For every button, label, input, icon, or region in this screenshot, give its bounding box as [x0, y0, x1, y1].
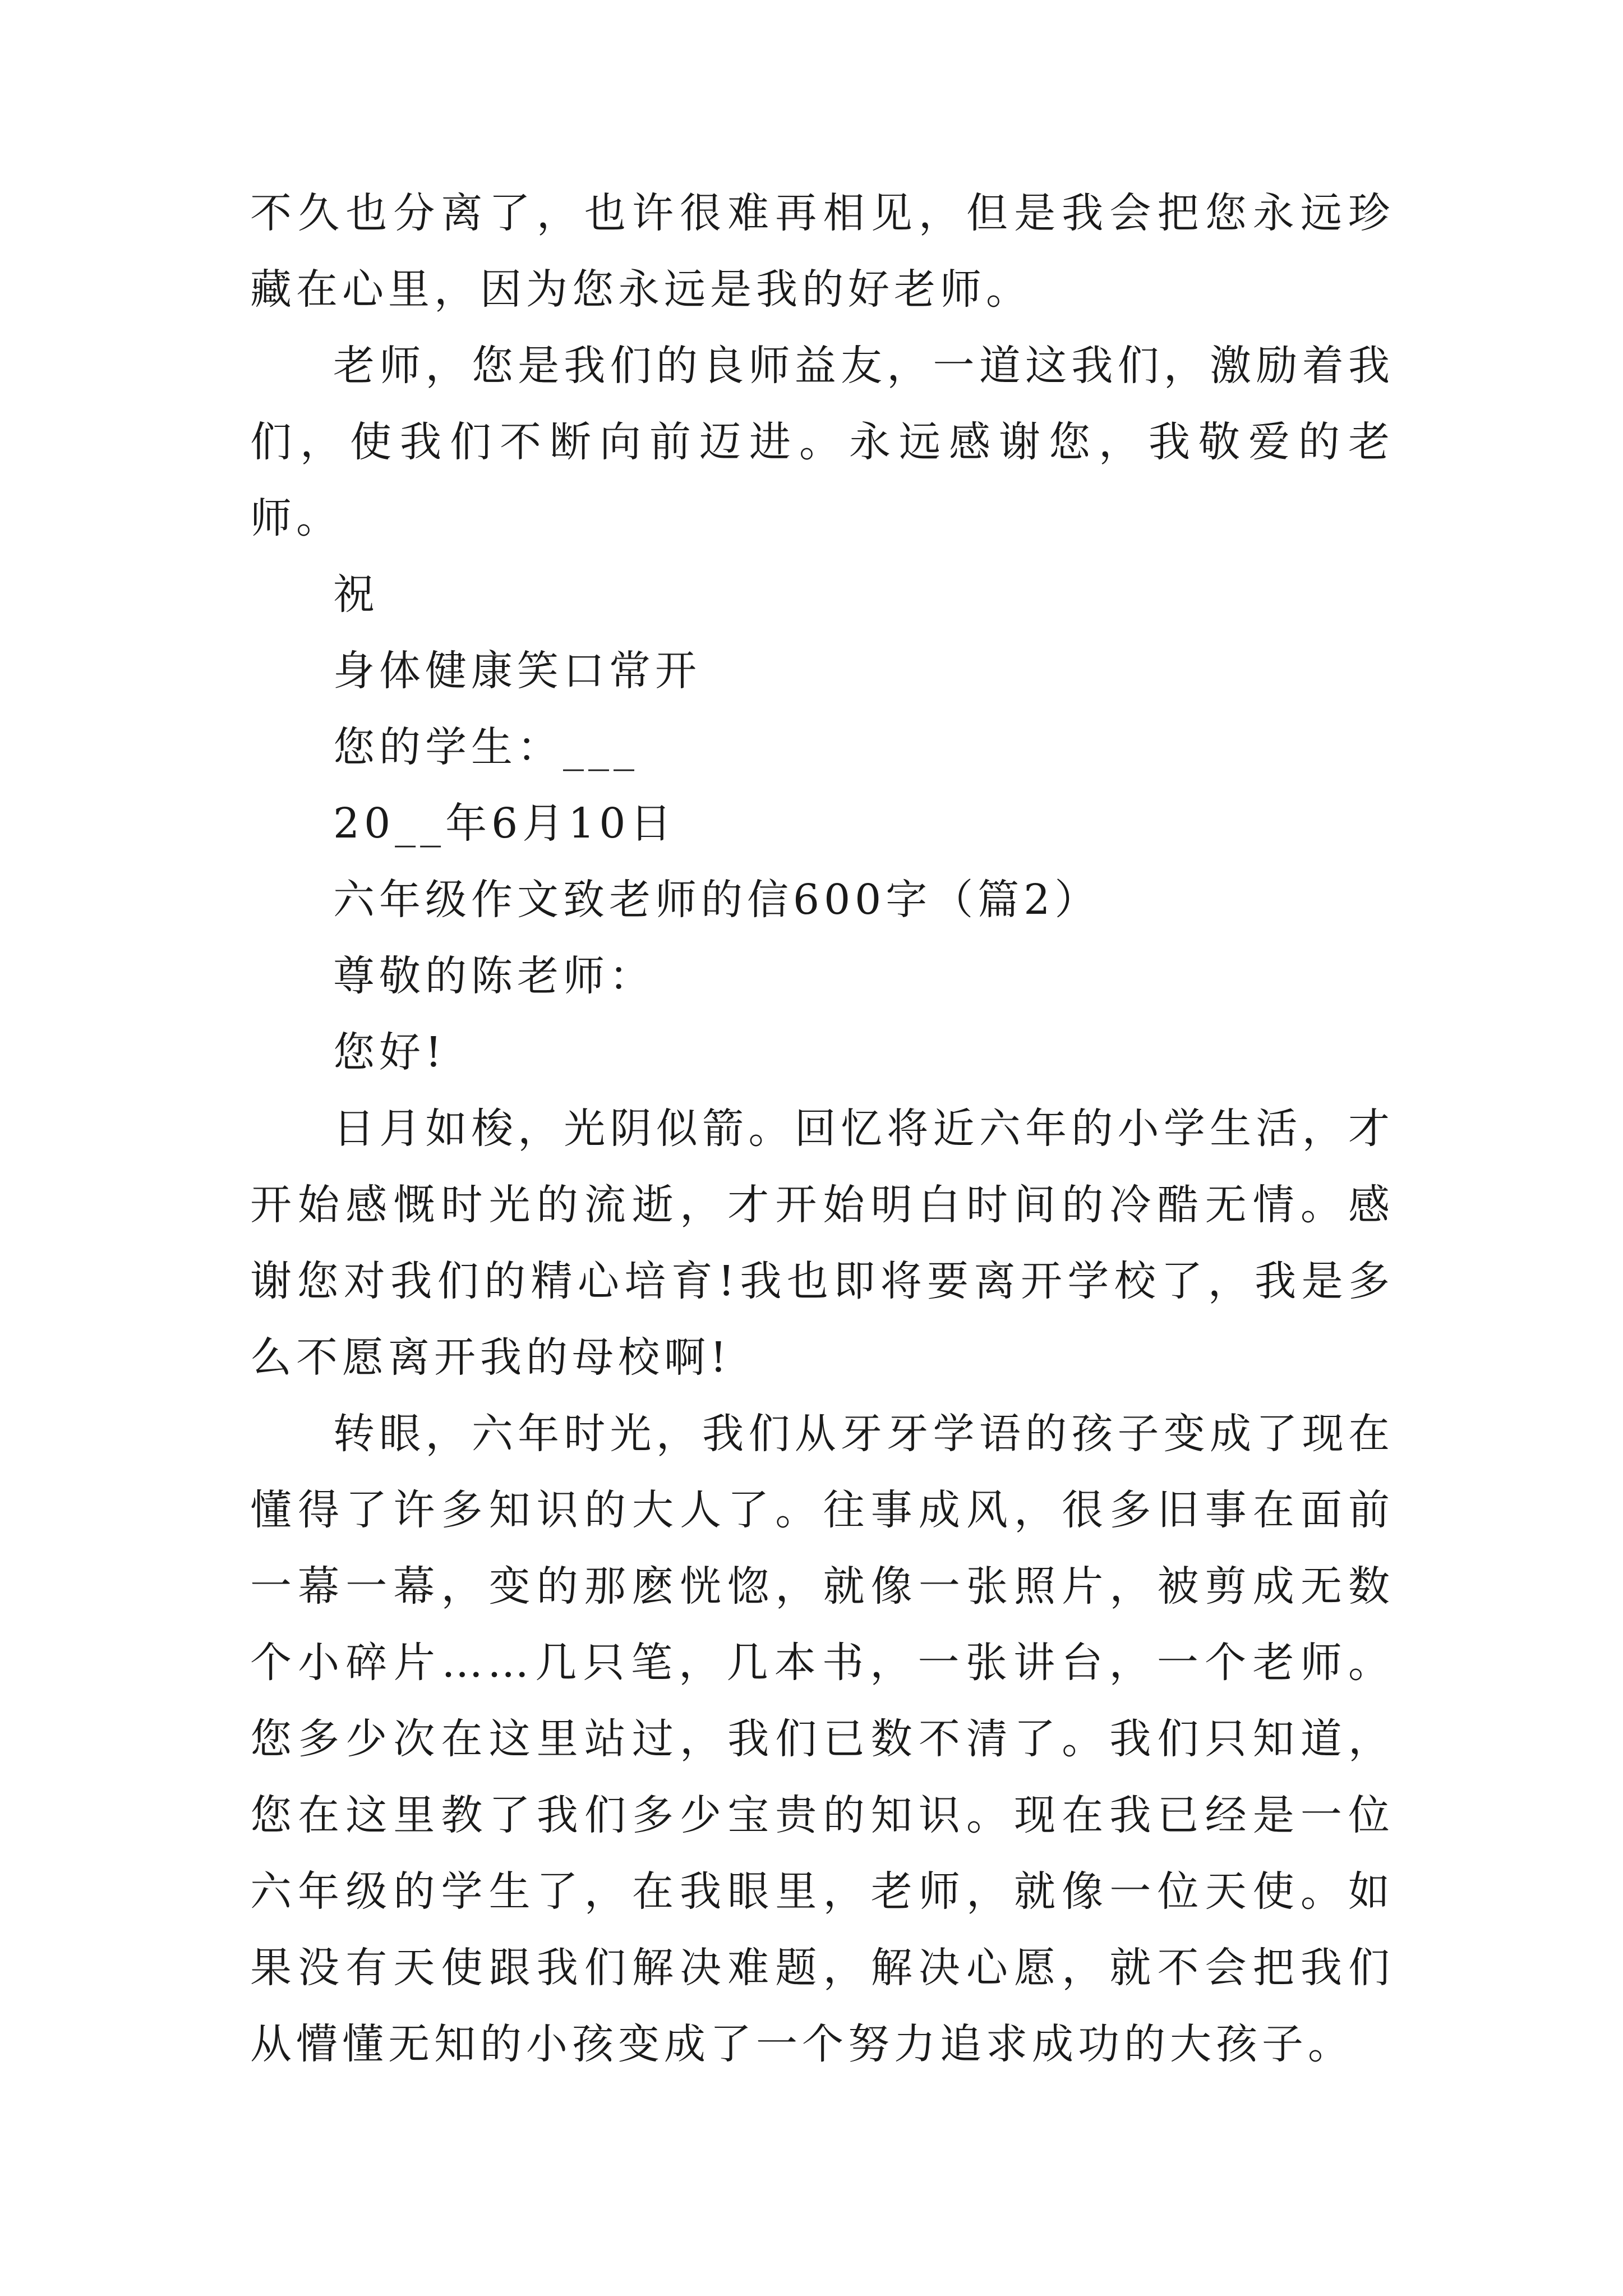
section-title: 六年级作文致老师的信600字（篇2） [333, 876, 1101, 924]
paragraph-thanks: 老师，您是我们的良师益友，一道这我们，激励着我们，使我们不断向前迈进。永远感谢您，我敬爱的老师。 [250, 342, 1394, 542]
closing-wish: 祝 [333, 570, 379, 619]
closing-blessing: 身体健康笑口常开 [333, 647, 701, 695]
paragraph-time: 日月如梭，光阴似箭。回忆将近六年的小学生活，才开始感慨时光的流逝，才开始明白时间的冷酷无情。感谢您对我们的精心培育!我也即将要离开学校了，我是多么不愿离开我的母校啊! [250, 1105, 1394, 1382]
paragraph-continuation: 不久也分离了，也许很难再相见，但是我会把您永远珍藏在心里，因为您永远是我的好老师。 [250, 189, 1394, 314]
salutation: 尊敬的陈老师： [333, 952, 655, 1000]
signature-line: 您的学生：___ [333, 723, 639, 771]
letter-body [250, 175, 1394, 2082]
paragraph-memories: 转眼，六年时光，我们从牙牙学语的孩子变成了现在懂得了许多知识的大人了。往事成风，很多旧事在面前一幕一幕，变的那麽恍惚，就像一张照片，被剪成无数个小碎片……几只笔，几本书，一张讲台，一个老师。您多少次在这里站过，我们已数不清了。我们只知道，您在这里教了我们多少宝贵的知识。现在我已经是一位六年级的学生了，在我眼里，老师，就像一位天使。如果没有天使跟我们解决难题，解决心愿，就不会把我们从懵懂无知的小孩变成了一个努力追求成功的大孩子。 [250, 1410, 1394, 2068]
date-line: 20__年6月10日 [333, 799, 676, 848]
greeting: 您好! [333, 1028, 446, 1076]
